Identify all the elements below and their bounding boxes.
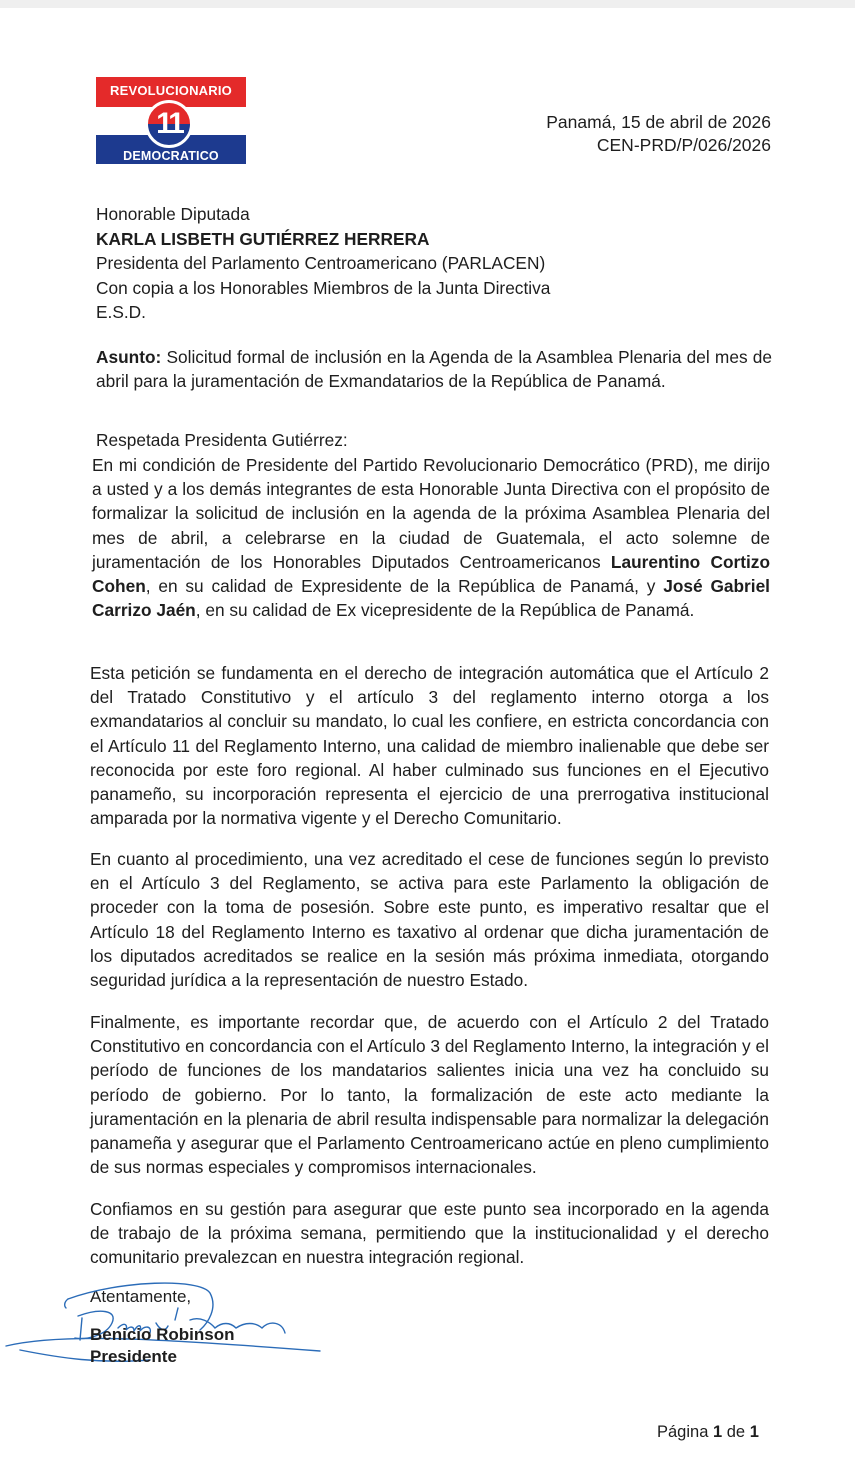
recipient-esd: E.S.D. [96, 302, 146, 322]
paragraph-1-text-c: , en su calidad de Ex vicepresidente de la República de Panamá. [195, 600, 695, 621]
paragraph-4-text: Finalmente, es importante recordar que, de acuerdo con el Artículo 2 del Tratado Constitutivo en concordancia con el Artículo 3 del Reglamento Interno, la integración y el período de funciones de los mandatarios salientes inicia una vez ha concluido su período de gobierno. Por lo tanto, la formalización de este acto mediante la juramentación en la plenaria de abril resulta indispensable para normalizar la delegación panameña y asegurar que el Parlamento Centroamericano actúe en pleno cumplimiento de sus normas especiales y compromisos internacionales. [90, 1012, 769, 1178]
paragraph-5-text: Confiamos en su gestión para asegurar que este punto sea incorporado en la agenda de trabajo de la próxima semana, permitiendo que la institucionalidad y el derecho comunitario prevalezcan en nuestra integración regional. [90, 1199, 769, 1268]
logo-bottom-text: DEMOCRATICO [123, 149, 219, 163]
page-number [657, 1423, 759, 1442]
recipient-copy: Con copia a los Honorables Miembros de la Junta Directiva [96, 277, 551, 298]
logo-number: 11 [156, 107, 182, 140]
recipient-position: Presidenta del Parlamento Centroamericano (PARLACEN) [96, 253, 546, 273]
paragraph-2-text: Esta petición se fundamenta en el derecho de integración automática que el Artículo 2 del Tratado Constitutivo y el artículo 3 del reglamento interno otorga a los exmandatarios al concluir su mandato, lo cual les confiere, en estricta concordancia con el Artículo 11 del Reglamento Interno, una calidad de miembro inalienable que debe ser reconocida por este foro regional. Al haber culminado sus funciones en el Ejecutivo panameño, su incorporación representa el ejercicio de una prerrogativa institucional amparada por la normativa vigente y el Derecho Comunitario. [90, 663, 769, 829]
paragraph-4 [90, 1010, 769, 1179]
paragraph-1-text-b: , en su calidad de Expresidente de la República de Panamá, y [145, 576, 664, 597]
place-date: Panamá, 15 de abril de 2026 [546, 112, 771, 132]
prd-logo [96, 77, 246, 165]
closing: Atentamente, [90, 1287, 192, 1306]
recipient-title: Honorable Diputada [96, 204, 250, 224]
recipient-block [96, 202, 550, 325]
reference-code: CEN-PRD/P/026/2026 [596, 135, 771, 155]
subject-text: Solicitud formal de inclusión en la Agenda de la Asamblea Plenaria del mes de abril para la juramentación de Exmandatarios de la República de Panamá. [96, 347, 772, 392]
name-cortizo: Laurentino Cortizo Cohen [92, 551, 770, 597]
logo-circle [145, 100, 193, 148]
paragraph-1 [92, 453, 770, 622]
subject [96, 345, 772, 393]
salutation: Respetada Presidenta Gutiérrez: [96, 430, 348, 450]
page-current: 1 [712, 1423, 723, 1441]
paragraph-2 [90, 661, 769, 830]
name-carrizo: José Gabriel Carrizo Jaén [92, 576, 770, 621]
signer-title: Presidente [90, 1347, 177, 1366]
reference-block [546, 111, 771, 157]
signer-block [90, 1324, 235, 1368]
top-edge-shadow [0, 0, 855, 8]
recipient-name: KARLA LISBETH GUTIÉRREZ HERRERA [96, 228, 430, 249]
paragraph-1-text-a: En mi condición de Presidente del Partido Revolucionario Democrático (PRD), me dirijo a usted y a los demás integrantes de esta Honorable Junta Directiva con el propósito de formalizar la solicitud de inclusión en la agenda de la próxima Asamblea Plenaria del mes de abril, a celebrarse en la ciudad de Guatemala, el acto solemne de juramentación de los Honorables Diputados Centroamericanos [92, 455, 770, 572]
paragraph-3-text: En cuanto al procedimiento, una vez acreditado el cese de funciones según lo previsto en el Artículo 3 del Reglamento, se activa para este Parlamento la obligación de proceder con la toma de posesión. Sobre este punto, es imperativo resaltar que el Artículo 18 del Reglamento Interno es taxativo al ordenar que dicha juramentación de los diputados acreditados se realice en la sesión más próxima inmediata, otorgando seguridad jurídica a la representación de nuestro Estado. [90, 849, 769, 991]
page-total: 1 [749, 1423, 759, 1441]
paragraph-3 [90, 847, 769, 992]
page-middle: de [722, 1423, 750, 1441]
page-prefix: Página [657, 1423, 713, 1441]
logo-top-text: REVOLUCIONARIO [110, 83, 232, 98]
paragraph-5 [90, 1197, 769, 1270]
subject-label: Asunto: [96, 347, 162, 367]
signer-name: Benicio Robinson [90, 1325, 235, 1344]
